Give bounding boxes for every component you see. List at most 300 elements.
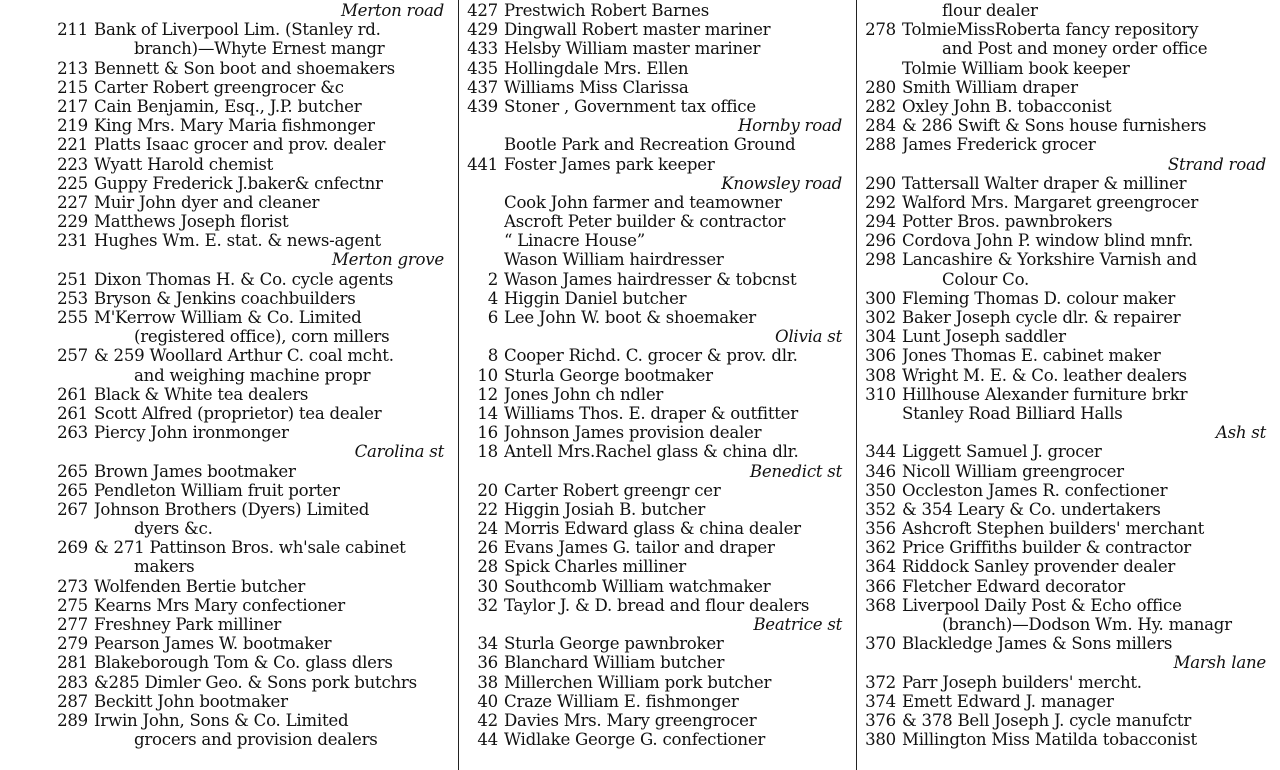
- directory-entry: [0, 596, 458, 615]
- directory-entry: [857, 250, 1280, 269]
- street-heading: [459, 174, 856, 193]
- directory-entry: [459, 231, 856, 250]
- house-number: 251: [57, 269, 88, 289]
- entry-text: Pendleton William fruit porter: [94, 480, 340, 500]
- house-number: 284: [865, 116, 896, 136]
- house-number: 261: [57, 384, 88, 404]
- directory-entry: [0, 193, 458, 212]
- directory-entry: [857, 500, 1280, 519]
- house-number: [459, 231, 504, 250]
- house-number: 304: [865, 327, 896, 347]
- directory-column-2: [458, 0, 856, 770]
- entry-text: Pearson James W. bootmaker: [94, 634, 332, 654]
- house-number: 362: [865, 538, 896, 558]
- directory-entry: [459, 653, 856, 672]
- directory-entry: [0, 634, 458, 653]
- house-number: 261: [57, 403, 88, 423]
- house-number: 302: [865, 308, 896, 327]
- entry-text: Johnson Brothers (Dyers) Limited: [94, 499, 370, 519]
- entry-text: Lancashire & Yorkshire Varnish and: [902, 250, 1197, 270]
- entry-text: Matthews Joseph florist: [94, 212, 289, 232]
- directory-entry: [857, 692, 1280, 711]
- house-number: [857, 39, 902, 58]
- entry-text: Oxley John B. tobacconist: [902, 96, 1112, 116]
- entry-text: and weighing machine propr: [134, 365, 371, 385]
- entry-text: (registered office), corn millers: [134, 327, 390, 347]
- directory-entry: [459, 673, 856, 692]
- entry-text: Parr Joseph builders' mercht.: [902, 672, 1142, 692]
- house-number: 278: [865, 20, 896, 40]
- directory-entry: [0, 481, 458, 500]
- house-number: 281: [57, 653, 88, 673]
- entry-text: Black & White tea dealers: [94, 384, 309, 404]
- entry-text: Emett Edward J. manager: [902, 691, 1114, 711]
- house-number: 221: [57, 135, 88, 155]
- directory-entry: [857, 462, 1280, 481]
- house-number: 225: [57, 173, 88, 193]
- directory-entry: [0, 711, 458, 730]
- directory-entry: [0, 289, 458, 308]
- directory-entry: [459, 289, 856, 308]
- entry-continuation: [857, 615, 1280, 634]
- entry-text: Widlake George G. confectioner: [504, 730, 766, 750]
- house-number: 306: [865, 346, 896, 366]
- house-number: 4: [487, 288, 498, 308]
- directory-column-3: [856, 0, 1280, 770]
- entry-text: grocers and provision dealers: [134, 730, 378, 750]
- entry-text: Smith William draper: [902, 77, 1078, 97]
- entry-text: Blackledge James & Sons millers: [902, 634, 1173, 654]
- entry-text: Stanley Road Billiard Halls: [902, 403, 1123, 423]
- entry-text: Ashcroft Stephen builders' merchant: [902, 519, 1205, 539]
- entry-text: Hughes Wm. E. stat. & news-agent: [94, 231, 381, 251]
- directory-entry: [459, 442, 856, 461]
- entry-text: Scott Alfred (proprietor) tea dealer: [94, 403, 382, 423]
- house-number: 215: [57, 77, 88, 97]
- house-number: [459, 135, 504, 154]
- entry-text: Nicoll William greengrocer: [902, 461, 1124, 481]
- directory-entry: [0, 577, 458, 596]
- house-number: 24: [477, 519, 498, 539]
- directory-entry: [857, 634, 1280, 653]
- directory-entry: [0, 231, 458, 250]
- house-number: 6: [487, 308, 498, 327]
- street-name: Strand road: [1167, 154, 1266, 174]
- house-number: 287: [57, 691, 88, 711]
- house-number: [0, 730, 94, 749]
- entry-text: & 286 Swift & Sons house furnishers: [902, 116, 1207, 136]
- house-number: 275: [57, 595, 88, 615]
- house-number: 374: [865, 691, 896, 711]
- directory-entry: [459, 250, 856, 269]
- entry-text: Irwin John, Sons & Co. Limited: [94, 710, 349, 730]
- house-number: 34: [477, 634, 498, 654]
- entry-text: Millington Miss Matilda tobacconist: [902, 730, 1197, 750]
- house-number: 265: [57, 461, 88, 481]
- entry-text: Spick Charles milliner: [504, 557, 686, 577]
- house-number: 433: [467, 39, 498, 59]
- entry-text: Foster James park keeper: [504, 154, 715, 174]
- house-number: 435: [467, 58, 498, 78]
- entry-text: Cook John farmer and teamowner: [504, 192, 782, 212]
- house-number: [857, 270, 902, 289]
- entry-text: makers: [134, 557, 195, 577]
- directory-entry: [459, 404, 856, 423]
- entry-text: Tattersall Walter draper & milliner: [902, 173, 1187, 193]
- entry-text: Cain Benjamin, Esq., J.P. butcher: [94, 96, 362, 116]
- entry-text: M'Kerrow William & Co. Limited: [94, 308, 362, 327]
- street-heading: [0, 1, 458, 20]
- entry-text: Higgin Daniel butcher: [504, 288, 687, 308]
- house-number: 255: [57, 308, 88, 327]
- street-heading: [857, 423, 1280, 442]
- directory-entry: [459, 538, 856, 557]
- directory-entry: [459, 557, 856, 576]
- directory-entry: [0, 653, 458, 672]
- house-number: 308: [865, 365, 896, 385]
- entry-text: Tolmie William book keeper: [902, 58, 1130, 78]
- street-heading: [459, 615, 856, 634]
- directory-entry: [0, 78, 458, 97]
- house-number: 372: [865, 672, 896, 692]
- directory-entry: [857, 78, 1280, 97]
- house-number: 290: [865, 173, 896, 193]
- directory-entry: [459, 634, 856, 653]
- entry-continuation: [857, 270, 1280, 289]
- house-number: 282: [865, 96, 896, 116]
- street-heading: [459, 462, 856, 481]
- entry-text: flour dealer: [942, 1, 1038, 20]
- house-number: 36: [477, 653, 498, 673]
- house-number: 267: [57, 499, 88, 519]
- house-number: 296: [865, 231, 896, 251]
- entry-text: “ Linacre House”: [504, 231, 645, 251]
- entry-text: Davies Mrs. Mary greengrocer: [504, 710, 757, 730]
- directory-entry: [857, 135, 1280, 154]
- entry-text: Lee John W. boot & shoemaker: [504, 308, 756, 327]
- entry-text: Cordova John P. window blind mnfr.: [902, 231, 1193, 251]
- house-number: 344: [865, 442, 896, 462]
- directory-entry: [459, 39, 856, 58]
- entry-text: Bennett & Son boot and shoemakers: [94, 58, 395, 78]
- house-number: 269: [57, 538, 88, 558]
- house-number: 310: [865, 384, 896, 404]
- street-heading: [459, 327, 856, 346]
- directory-entry: [857, 538, 1280, 557]
- directory-entry: [857, 730, 1280, 749]
- house-number: 8: [487, 346, 498, 366]
- house-number: [857, 1, 902, 20]
- house-number: 14: [477, 403, 498, 423]
- street-name: Olivia st: [774, 327, 842, 347]
- entry-text: Liggett Samuel J. grocer: [902, 442, 1102, 462]
- entry-text: Liverpool Daily Post & Echo office: [902, 595, 1182, 615]
- house-number: [857, 615, 902, 634]
- directory-entry: [857, 577, 1280, 596]
- entry-text: & 259 Woollard Arthur C. coal mcht.: [94, 346, 394, 366]
- directory-entry: [857, 596, 1280, 615]
- directory-entry: [0, 615, 458, 634]
- entry-text: Millerchen William pork butcher: [504, 672, 772, 692]
- entry-text: King Mrs. Mary Maria fishmonger: [94, 116, 375, 136]
- house-number: [459, 193, 504, 212]
- house-number: 217: [57, 96, 88, 116]
- house-number: 366: [865, 576, 896, 596]
- directory-entry: [459, 423, 856, 442]
- entry-text: & 354 Leary & Co. undertakers: [902, 499, 1161, 519]
- house-number: 26: [477, 538, 498, 558]
- house-number: 380: [865, 730, 896, 750]
- directory-entry: [0, 155, 458, 174]
- directory-entry: [459, 59, 856, 78]
- entry-text: Guppy Frederick J.baker& cnfectnr: [94, 173, 383, 193]
- house-number: 370: [865, 634, 896, 654]
- directory-entry: [857, 289, 1280, 308]
- entry-text: (branch)—Dodson Wm. Hy. managr: [942, 615, 1232, 634]
- directory-entry: [459, 193, 856, 212]
- directory-entry: [459, 385, 856, 404]
- entry-text: Muir John dyer and cleaner: [94, 192, 320, 212]
- entry-continuation: [0, 39, 458, 58]
- house-number: 439: [467, 96, 498, 116]
- house-number: 300: [865, 288, 896, 308]
- directory-entry: [459, 519, 856, 538]
- entry-continuation: [857, 39, 1280, 58]
- street-heading: [459, 116, 856, 135]
- entry-text: Ascroft Peter builder & contractor: [504, 212, 786, 232]
- directory-entry: [857, 519, 1280, 538]
- house-number: 289: [57, 710, 88, 730]
- house-number: 10: [477, 365, 498, 385]
- entry-text: & 378 Bell Joseph J. cycle manufctr: [902, 710, 1192, 730]
- entry-text: Taylor J. & D. bread and flour dealers: [504, 595, 810, 615]
- directory-entry: [857, 116, 1280, 135]
- entry-text: & 271 Pattinson Bros. wh'sale cabinet: [94, 538, 406, 558]
- house-number: 213: [57, 58, 88, 78]
- entry-text: Lunt Joseph saddler: [902, 327, 1066, 347]
- house-number: 22: [477, 499, 498, 519]
- directory-entry: [857, 385, 1280, 404]
- directory-entry: [857, 557, 1280, 576]
- entry-continuation: [0, 730, 458, 749]
- directory-entry: [0, 538, 458, 557]
- directory-entry: [0, 462, 458, 481]
- directory-entry: [459, 692, 856, 711]
- house-number: 277: [57, 615, 88, 634]
- house-number: 364: [865, 557, 896, 577]
- entry-text: Freshney Park milliner: [94, 615, 282, 634]
- directory-entry: [0, 174, 458, 193]
- house-number: 273: [57, 576, 88, 596]
- entry-text: Bryson & Jenkins coachbuilders: [94, 288, 356, 308]
- house-number: 30: [477, 576, 498, 596]
- entry-text: Wyatt Harold chemist: [94, 154, 274, 174]
- directory-entry: [857, 442, 1280, 461]
- house-number: 44: [477, 730, 498, 750]
- house-number: 437: [467, 77, 498, 97]
- entry-text: Wolfenden Bertie butcher: [94, 576, 306, 596]
- directory-entry: [857, 174, 1280, 193]
- directory-entry: [459, 155, 856, 174]
- street-name: Carolina st: [354, 442, 444, 462]
- entry-text: &285 Dimler Geo. & Sons pork butchrs: [94, 672, 417, 692]
- entry-text: Potter Bros. pawnbrokers: [902, 212, 1113, 232]
- house-number: 368: [865, 595, 896, 615]
- directory-entry: [459, 78, 856, 97]
- directory-entry: [857, 97, 1280, 116]
- entry-text: Stoner , Government tax office: [504, 96, 756, 116]
- directory-column-1: [0, 0, 458, 770]
- street-heading: [0, 442, 458, 461]
- house-number: 288: [865, 135, 896, 155]
- entry-text: Beckitt John bootmaker: [94, 691, 288, 711]
- entry-text: Johnson James provision dealer: [504, 423, 762, 443]
- directory-entry: [857, 711, 1280, 730]
- directory-entry: [857, 327, 1280, 346]
- house-number: 279: [57, 634, 88, 654]
- house-number: 40: [477, 691, 498, 711]
- house-number: 346: [865, 461, 896, 481]
- street-name: Merton road: [340, 1, 444, 20]
- directory-entry: [459, 97, 856, 116]
- house-number: 257: [57, 346, 88, 366]
- house-number: 227: [57, 192, 88, 212]
- entry-text: Piercy John ironmonger: [94, 423, 289, 443]
- house-number: 223: [57, 154, 88, 174]
- directory-entry: [857, 673, 1280, 692]
- directory-entry: [0, 20, 458, 39]
- house-number: 280: [865, 77, 896, 97]
- directory-entry: [0, 116, 458, 135]
- directory-entry: [0, 692, 458, 711]
- directory-entry: [459, 270, 856, 289]
- entry-text: Williams Thos. E. draper & outfitter: [504, 403, 798, 423]
- entry-text: James Frederick grocer: [902, 135, 1096, 155]
- entry-text: Jones Thomas E. cabinet maker: [902, 346, 1161, 366]
- entry-text: Occleston James R. confectioner: [902, 480, 1168, 500]
- house-number: 263: [57, 423, 88, 443]
- house-number: [857, 404, 902, 423]
- house-number: 219: [57, 116, 88, 136]
- directory-entry: [459, 20, 856, 39]
- house-number: 231: [57, 231, 88, 251]
- entry-text: Helsby William master mariner: [504, 39, 761, 59]
- entry-text: Baker Joseph cycle dlr. & repairer: [902, 308, 1181, 327]
- entry-text: Carter Robert greengrocer &c: [94, 77, 344, 97]
- house-number: [459, 212, 504, 231]
- street-heading: [857, 155, 1280, 174]
- house-number: [459, 250, 504, 269]
- entry-text: Wright M. E. & Co. leather dealers: [902, 365, 1187, 385]
- directory-entry: [459, 730, 856, 749]
- directory-entry: [0, 308, 458, 327]
- directory-entry: [0, 270, 458, 289]
- entry-text: Blakeborough Tom & Co. glass dlers: [94, 653, 393, 673]
- directory-entry: [459, 308, 856, 327]
- house-number: 253: [57, 288, 88, 308]
- house-number: 265: [57, 480, 88, 500]
- house-number: 16: [477, 423, 498, 443]
- directory-entry: [459, 500, 856, 519]
- entry-text: dyers &c.: [134, 519, 213, 539]
- entry-text: Brown James bootmaker: [94, 461, 296, 481]
- entry-text: Sturla George bootmaker: [504, 365, 713, 385]
- entry-text: Dixon Thomas H. & Co. cycle agents: [94, 269, 394, 289]
- entry-text: Hollingdale Mrs. Ellen: [504, 58, 689, 78]
- entry-text: Price Griffiths builder & contractor: [902, 538, 1191, 558]
- house-number: 427: [467, 1, 498, 20]
- house-number: 42: [477, 710, 498, 730]
- directory-entry: [0, 404, 458, 423]
- directory-entry: [857, 231, 1280, 250]
- street-name: Ash st: [1215, 423, 1266, 443]
- street-name: Merton grove: [331, 250, 444, 270]
- house-number: 352: [865, 499, 896, 519]
- directory-entry: [857, 366, 1280, 385]
- house-number: 350: [865, 480, 896, 500]
- directory-entry: [857, 346, 1280, 365]
- street-name: Knowsley road: [721, 173, 842, 193]
- house-number: 294: [865, 212, 896, 232]
- entry-continuation: [857, 1, 1280, 20]
- house-number: 28: [477, 557, 498, 577]
- entry-text: Higgin Josiah B. butcher: [504, 499, 706, 519]
- street-heading: [857, 653, 1280, 672]
- entry-text: Jones John ch ndler: [504, 384, 664, 404]
- house-number: [0, 557, 94, 576]
- entry-text: Hillhouse Alexander furniture brkr: [902, 384, 1188, 404]
- house-number: 429: [467, 20, 498, 40]
- directory-entry: [459, 346, 856, 365]
- entry-text: TolmieMissRoberta fancy repository: [902, 20, 1199, 40]
- directory-entry: [459, 711, 856, 730]
- house-number: 441: [467, 154, 498, 174]
- directory-entry: [857, 59, 1280, 78]
- entry-text: Bank of Liverpool Lim. (Stanley rd.: [94, 20, 381, 40]
- street-name: Hornby road: [737, 116, 842, 136]
- house-number: 376: [865, 710, 896, 730]
- entry-text: Sturla George pawnbroker: [504, 634, 724, 654]
- entry-text: Cooper Richd. C. grocer & prov. dlr.: [504, 346, 798, 366]
- entry-text: Williams Miss Clarissa: [504, 77, 689, 97]
- house-number: [0, 327, 94, 346]
- entry-text: and Post and money order office: [942, 39, 1208, 59]
- directory-entry: [0, 673, 458, 692]
- directory-entry: [459, 596, 856, 615]
- directory-entry: [857, 404, 1280, 423]
- house-number: 32: [477, 595, 498, 615]
- directory-entry: [0, 135, 458, 154]
- entry-text: Morris Edward glass & china dealer: [504, 519, 801, 539]
- street-name: Beatrice st: [753, 615, 842, 634]
- street-heading: [0, 250, 458, 269]
- entry-text: Kearns Mrs Mary confectioner: [94, 595, 345, 615]
- entry-text: branch)—Whyte Ernest mangr: [134, 39, 385, 59]
- directory-entry: [857, 20, 1280, 39]
- house-number: 38: [477, 672, 498, 692]
- directory-entry: [0, 212, 458, 231]
- entry-text: Platts Isaac grocer and prov. dealer: [94, 135, 386, 155]
- house-number: [0, 39, 94, 58]
- entry-text: Walford Mrs. Margaret greengrocer: [902, 192, 1199, 212]
- directory-entry: [0, 59, 458, 78]
- entry-text: Antell Mrs.Rachel glass & china dlr.: [504, 442, 799, 462]
- entry-continuation: [0, 327, 458, 346]
- directory-entry: [0, 97, 458, 116]
- directory-entry: [459, 577, 856, 596]
- entry-text: Colour Co.: [942, 269, 1030, 289]
- directory-entry: [459, 481, 856, 500]
